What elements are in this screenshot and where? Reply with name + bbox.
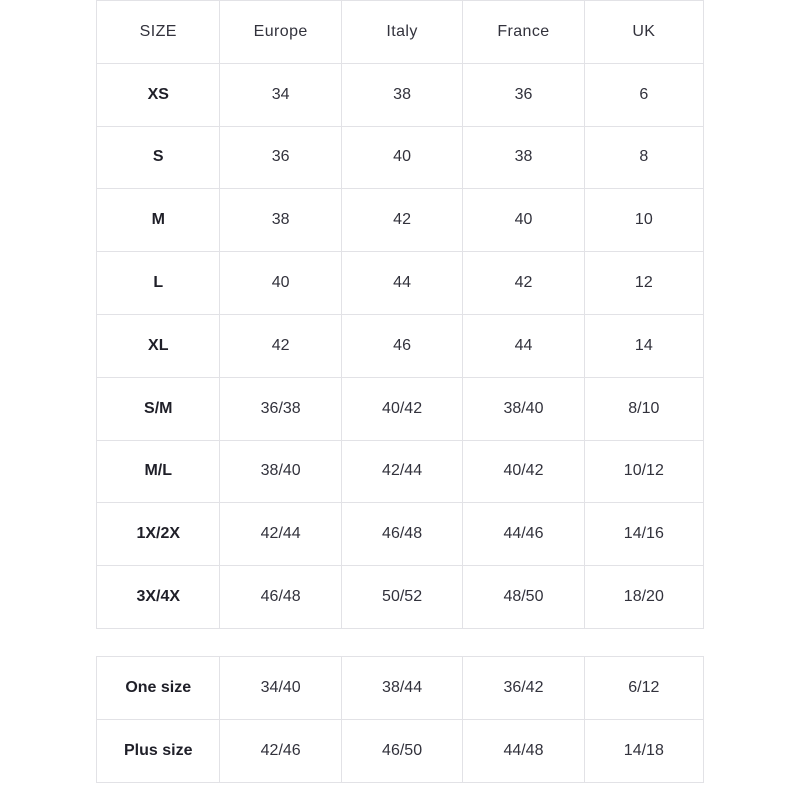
cell-italy: 42 [341, 189, 462, 252]
table-row [97, 656, 704, 719]
cell-italy: 46 [341, 314, 462, 377]
size-conversion-table [96, 0, 704, 629]
cell-italy: 40/42 [341, 377, 462, 440]
row-label: 1X/2X [97, 503, 220, 566]
cell-france: 48/50 [463, 566, 584, 629]
column-header-size: SIZE [97, 1, 220, 64]
cell-europe: 34/40 [220, 656, 341, 719]
cell-uk: 12 [584, 252, 703, 315]
row-label: 3X/4X [97, 566, 220, 629]
cell-france: 38/40 [463, 377, 584, 440]
column-header-europe: Europe [220, 1, 341, 64]
table-row [97, 63, 704, 126]
cell-uk: 10/12 [584, 440, 703, 503]
cell-france: 40/42 [463, 440, 584, 503]
cell-uk: 18/20 [584, 566, 703, 629]
cell-italy: 40 [341, 126, 462, 189]
table-gap [96, 629, 704, 656]
cell-italy: 46/50 [341, 719, 462, 782]
row-label: M [97, 189, 220, 252]
cell-europe: 42 [220, 314, 341, 377]
table-header-row [97, 1, 704, 64]
row-label: Plus size [97, 719, 220, 782]
one-size-table [96, 656, 704, 783]
table-row [97, 252, 704, 315]
cell-europe: 46/48 [220, 566, 341, 629]
cell-italy: 46/48 [341, 503, 462, 566]
cell-uk: 10 [584, 189, 703, 252]
row-label: XL [97, 314, 220, 377]
cell-europe: 40 [220, 252, 341, 315]
cell-france: 36 [463, 63, 584, 126]
cell-uk: 8/10 [584, 377, 703, 440]
cell-uk: 14 [584, 314, 703, 377]
cell-france: 44 [463, 314, 584, 377]
cell-europe: 42/44 [220, 503, 341, 566]
cell-italy: 38/44 [341, 656, 462, 719]
cell-europe: 42/46 [220, 719, 341, 782]
cell-france: 42 [463, 252, 584, 315]
row-label: One size [97, 656, 220, 719]
row-label: S [97, 126, 220, 189]
table-row [97, 719, 704, 782]
cell-italy: 42/44 [341, 440, 462, 503]
cell-italy: 50/52 [341, 566, 462, 629]
cell-uk: 6/12 [584, 656, 703, 719]
row-label: L [97, 252, 220, 315]
column-header-italy: Italy [341, 1, 462, 64]
cell-uk: 8 [584, 126, 703, 189]
column-header-france: France [463, 1, 584, 64]
table-row [97, 440, 704, 503]
cell-europe: 38/40 [220, 440, 341, 503]
row-label: M/L [97, 440, 220, 503]
row-label: XS [97, 63, 220, 126]
cell-europe: 36 [220, 126, 341, 189]
cell-italy: 38 [341, 63, 462, 126]
table-row [97, 503, 704, 566]
table-row [97, 314, 704, 377]
cell-france: 40 [463, 189, 584, 252]
cell-france: 44/46 [463, 503, 584, 566]
cell-france: 38 [463, 126, 584, 189]
column-header-uk: UK [584, 1, 703, 64]
cell-france: 44/48 [463, 719, 584, 782]
cell-europe: 34 [220, 63, 341, 126]
cell-uk: 6 [584, 63, 703, 126]
cell-europe: 38 [220, 189, 341, 252]
table-row [97, 189, 704, 252]
table-row [97, 377, 704, 440]
cell-uk: 14/16 [584, 503, 703, 566]
cell-uk: 14/18 [584, 719, 703, 782]
table-row [97, 126, 704, 189]
row-label: S/M [97, 377, 220, 440]
cell-europe: 36/38 [220, 377, 341, 440]
cell-france: 36/42 [463, 656, 584, 719]
cell-italy: 44 [341, 252, 462, 315]
table-row [97, 566, 704, 629]
